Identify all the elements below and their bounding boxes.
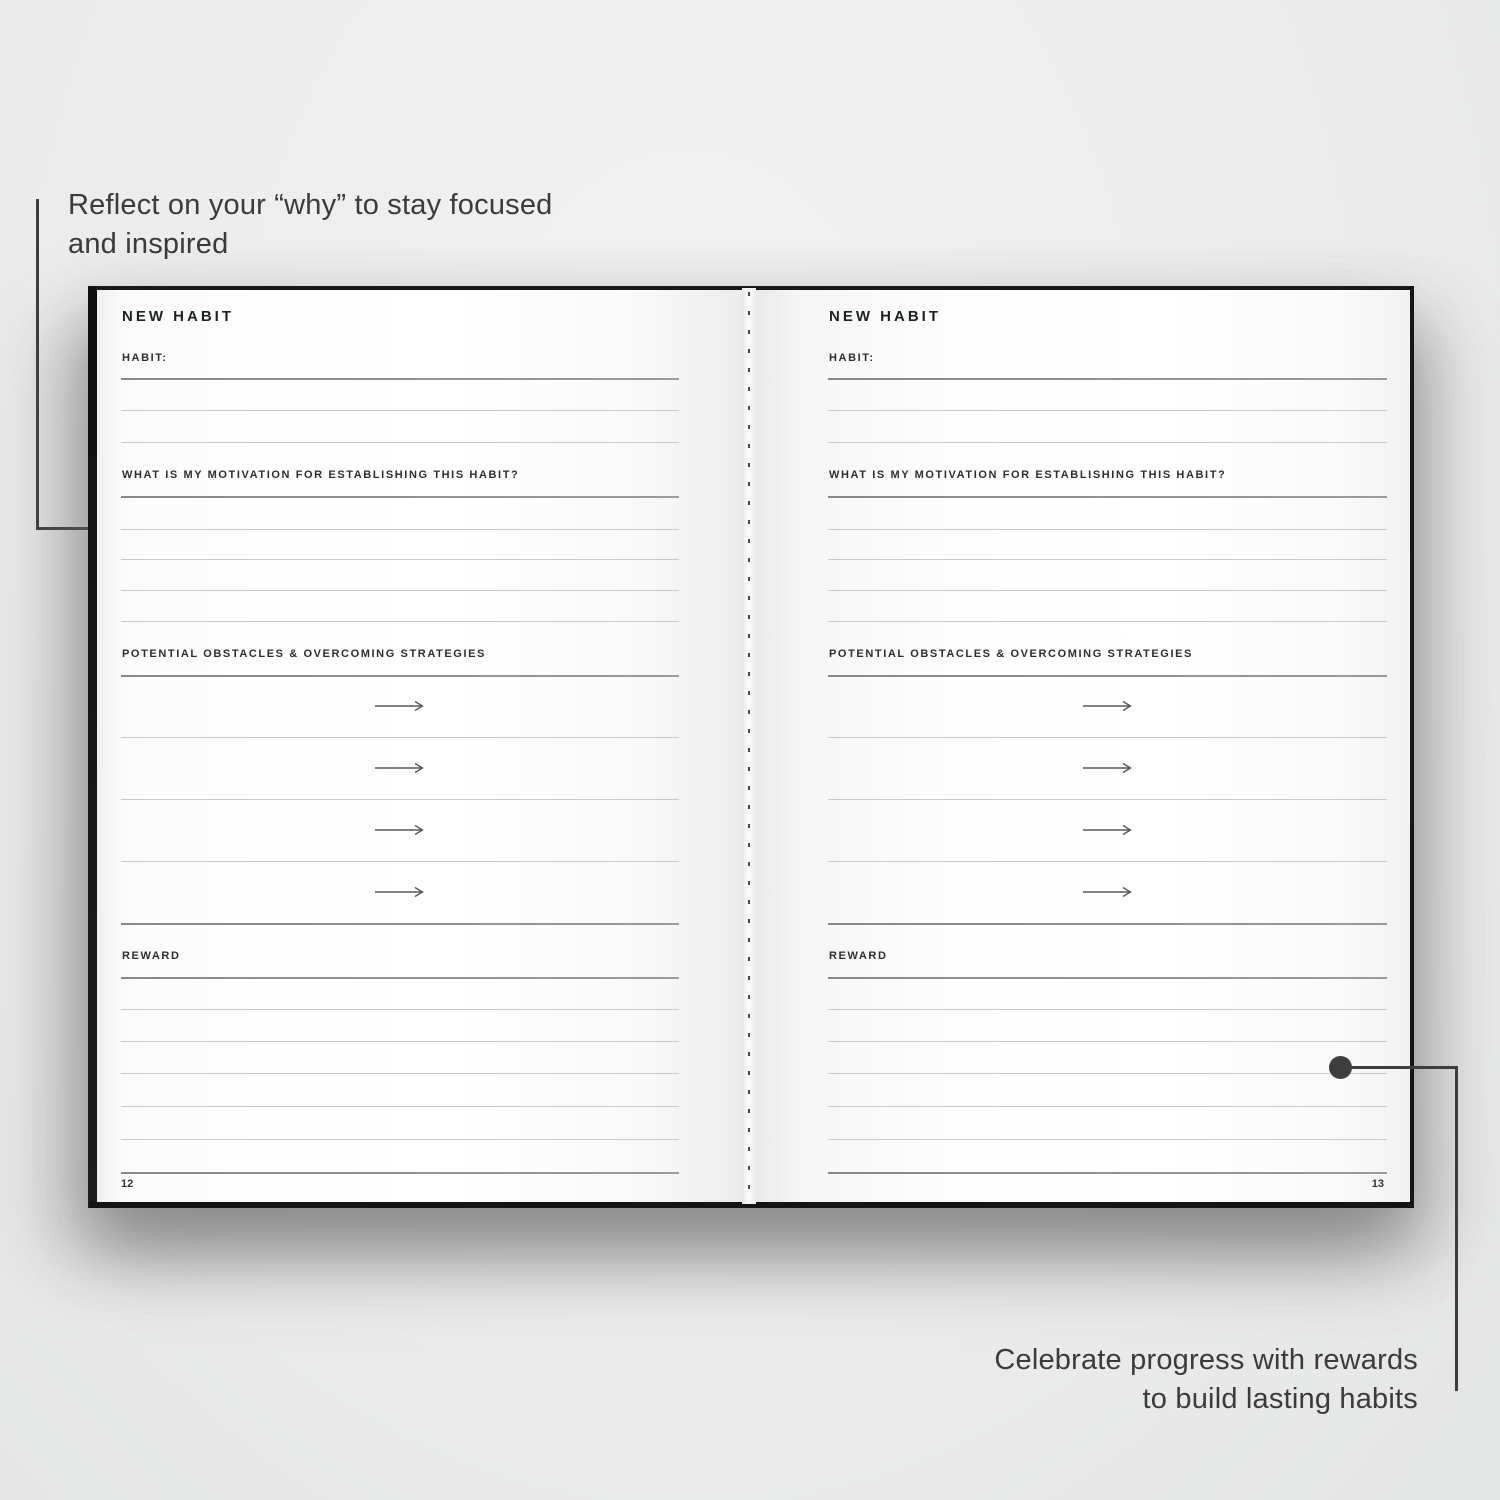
arrow-right-icon <box>1082 886 1134 898</box>
callout-line-left-vertical <box>36 199 39 530</box>
ruled-line <box>121 799 679 800</box>
page-left <box>97 290 742 1202</box>
ruled-line <box>828 410 1387 411</box>
cover-edge-left <box>88 286 97 1208</box>
arrow-right-icon <box>374 824 426 836</box>
page-number: 13 <box>1371 1178 1384 1190</box>
annotation-motivation-line1: Reflect on your “why” to stay focused <box>68 189 553 221</box>
ruled-line <box>828 923 1387 925</box>
annotation-motivation-line2: and inspired <box>68 228 229 260</box>
ruled-line <box>828 737 1387 738</box>
page-title: NEW HABIT <box>829 308 941 325</box>
annotation-reward-line1: Celebrate progress with rewards <box>994 1344 1418 1376</box>
ruled-line <box>121 559 679 560</box>
ruled-line <box>828 529 1387 530</box>
reward-label: REWARD <box>122 950 181 962</box>
ruled-line <box>121 861 679 862</box>
ruled-line <box>828 1172 1387 1174</box>
ruled-line <box>121 378 679 380</box>
ruled-line <box>121 496 679 498</box>
motivation-label: WHAT IS MY MOTIVATION FOR ESTABLISHING THIS HABIT? <box>122 469 520 481</box>
ruled-line <box>121 675 679 677</box>
ruled-line <box>828 1009 1387 1010</box>
arrow-right-icon <box>374 700 426 712</box>
arrow-right-icon <box>1082 700 1134 712</box>
habit-label: HABIT: <box>122 352 168 364</box>
ruled-line <box>828 559 1387 560</box>
ruled-line <box>828 378 1387 380</box>
callout-line-right-vertical <box>1455 1066 1458 1391</box>
obstacles-label: POTENTIAL OBSTACLES & OVERCOMING STRATEGIES <box>829 648 1193 660</box>
ruled-line <box>828 1073 1387 1074</box>
page-title: NEW HABIT <box>122 308 234 325</box>
ruled-line <box>121 410 679 411</box>
ruled-line <box>828 590 1387 591</box>
ruled-line <box>828 1106 1387 1107</box>
arrow-right-icon <box>1082 824 1134 836</box>
ruled-line <box>828 675 1387 677</box>
ruled-line <box>828 621 1387 622</box>
callout-line-right-horizontal <box>1348 1066 1458 1069</box>
ruled-line <box>828 1041 1387 1042</box>
ruled-line <box>121 1009 679 1010</box>
ruled-line <box>121 977 679 979</box>
ruled-line <box>828 496 1387 498</box>
annotation-reward <box>994 1341 1418 1419</box>
ruled-line <box>828 977 1387 979</box>
cover-edge-right <box>1410 286 1414 1208</box>
open-journal <box>88 286 1414 1208</box>
ruled-line <box>828 442 1387 443</box>
ruled-line <box>121 737 679 738</box>
ruled-line <box>121 621 679 622</box>
book-spine <box>742 288 756 1204</box>
ruled-line <box>828 861 1387 862</box>
reward-label: REWARD <box>829 950 888 962</box>
ruled-line <box>121 1041 679 1042</box>
arrow-right-icon <box>374 886 426 898</box>
ruled-line <box>121 442 679 443</box>
page-right <box>756 290 1410 1202</box>
ruled-line <box>121 1106 679 1107</box>
ruled-line <box>121 1172 679 1174</box>
annotation-reward-line2: to build lasting habits <box>1142 1383 1418 1415</box>
stitch-line <box>748 292 750 1200</box>
ruled-line <box>121 1073 679 1074</box>
ruled-line <box>121 1139 679 1140</box>
ruled-line <box>121 923 679 925</box>
ruled-line <box>828 799 1387 800</box>
habit-label: HABIT: <box>829 352 875 364</box>
ruled-line <box>121 590 679 591</box>
annotation-motivation <box>68 186 553 264</box>
arrow-right-icon <box>374 762 426 774</box>
motivation-label: WHAT IS MY MOTIVATION FOR ESTABLISHING THIS HABIT? <box>829 469 1227 481</box>
ruled-line <box>121 529 679 530</box>
obstacles-label: POTENTIAL OBSTACLES & OVERCOMING STRATEGIES <box>122 648 486 660</box>
page-number: 12 <box>121 1178 134 1190</box>
arrow-right-icon <box>1082 762 1134 774</box>
ruled-line <box>828 1139 1387 1140</box>
